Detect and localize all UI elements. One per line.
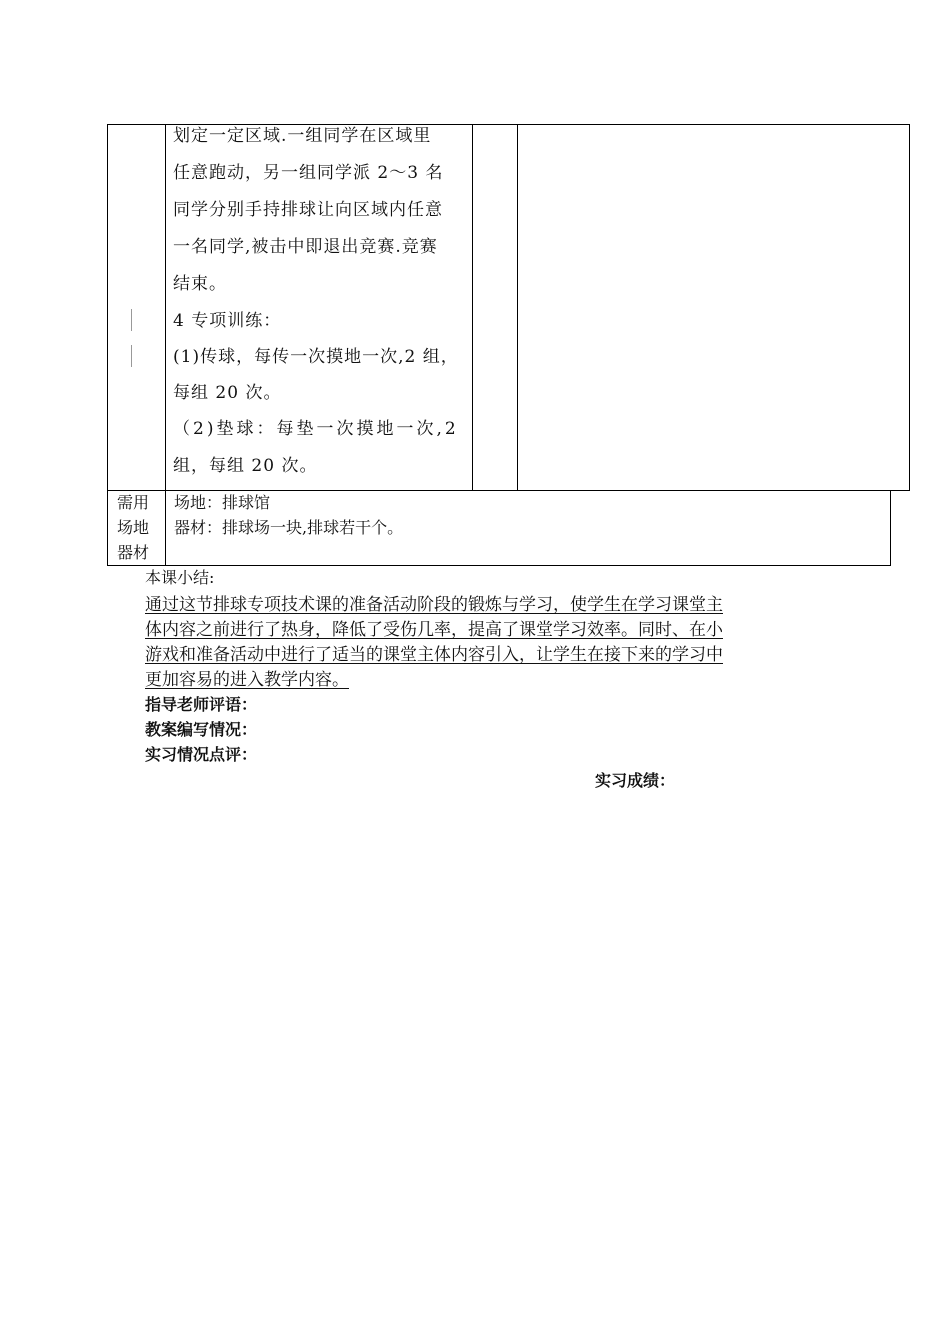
summary-line: 体内容之前进行了热身，降低了受伤几率，提高了课堂学习效率。同时、在小 (145, 620, 723, 640)
equipment-text: 器材：排球场一块,排球若干个。 (174, 518, 404, 537)
content-line: 同学分别手持排球让向区域内任意 (173, 200, 443, 220)
content-line: 任意跑动，另一组同学派 2～3 名 (173, 163, 444, 183)
table-col-divider-2 (472, 124, 473, 491)
content-line: 一名同学,被击中即退出竞赛.竞赛 (173, 237, 438, 257)
table-right-border (909, 124, 910, 491)
content-line: 组，每组 20 次。 (173, 456, 318, 476)
content-line: 每组 20 次。 (173, 383, 282, 403)
summary-line: 更加容易的进入教学内容。 (145, 670, 349, 690)
equipment-label-line: 场地 (117, 518, 150, 537)
plan-writing-label: 教案编写情况： (145, 720, 258, 739)
equipment-label-line: 需用 (117, 493, 150, 512)
venue-text: 场地：排球馆 (174, 493, 271, 512)
table-left-border (107, 124, 108, 491)
equipment-label-line: 器材 (117, 543, 150, 562)
summary-heading: 本课小结: (145, 568, 215, 587)
table-col-divider-3 (517, 124, 518, 491)
content-line: (1)传球，每传一次摸地一次,2 组， (173, 347, 459, 367)
column-mark (131, 345, 132, 367)
summary-line: 游戏和准备活动中进行了适当的课堂主体内容引入，让学生在接下来的学习中 (145, 645, 723, 665)
equipment-right-border (890, 490, 891, 566)
column-mark (131, 309, 132, 331)
internship-grade-label: 实习成绩： (595, 771, 676, 790)
internship-review-label: 实习情况点评： (145, 745, 258, 764)
equipment-divider (165, 490, 166, 566)
teacher-comment-label: 指导老师评语： (145, 695, 258, 714)
content-line: 划定一定区域.一组同学在区域里 (173, 126, 432, 146)
equipment-left-border (107, 490, 108, 566)
content-line: （2)垫球：每垫一次摸地一次,2 (173, 419, 459, 439)
content-line: 4 专项训练： (173, 311, 282, 331)
table-col-divider-1 (165, 124, 166, 491)
summary-line: 通过这节排球专项技术课的准备活动阶段的锻炼与学习，使学生在学习课堂主 (145, 595, 723, 615)
equipment-bottom-border (107, 565, 891, 566)
content-line: 结束。 (173, 274, 227, 294)
